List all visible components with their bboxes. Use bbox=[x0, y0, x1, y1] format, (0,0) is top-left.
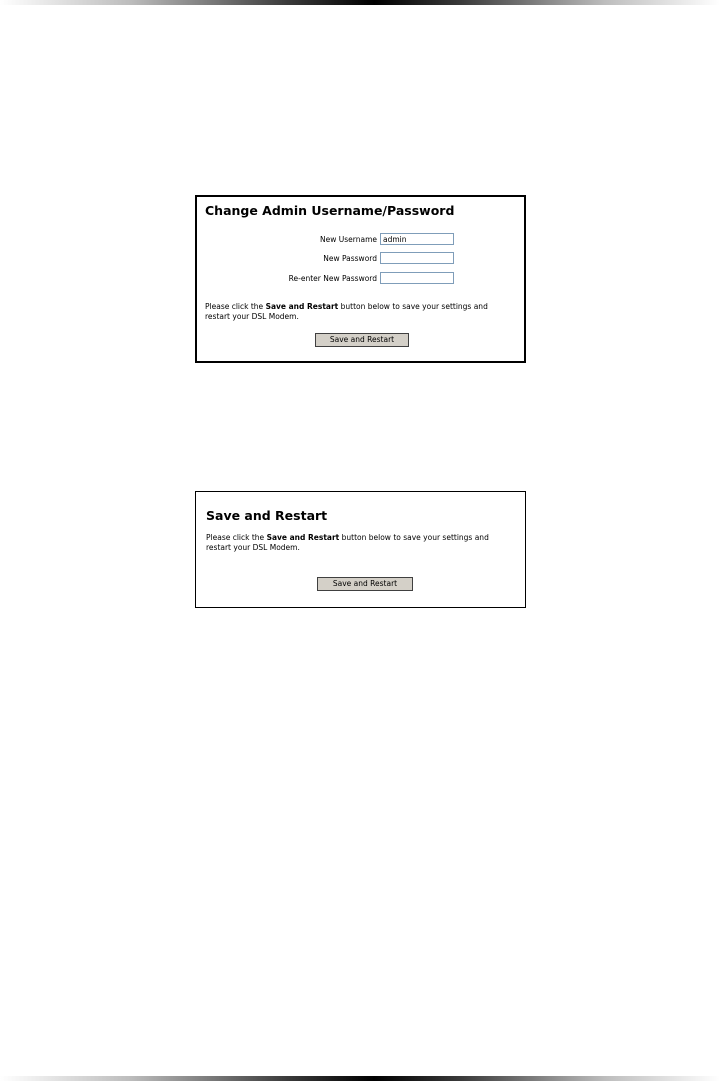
change-admin-title: Change Admin Username/Password bbox=[205, 203, 455, 218]
save-panel-instructions bbox=[206, 533, 489, 553]
new-username-input[interactable] bbox=[380, 233, 454, 245]
instructions-prefix: Please click the bbox=[205, 302, 266, 311]
new-password-label: New Password bbox=[323, 254, 377, 263]
instructions-bold: Save and Restart bbox=[265, 302, 339, 311]
instructions-bold: Save and Restart bbox=[266, 533, 340, 542]
reenter-password-row bbox=[197, 272, 524, 286]
new-password-input[interactable] bbox=[380, 252, 454, 264]
instructions-suffix: button below to save your settings and bbox=[338, 302, 488, 311]
new-username-row bbox=[197, 233, 524, 247]
new-password-row bbox=[197, 252, 524, 266]
instructions-suffix: button below to save your settings and bbox=[339, 533, 489, 542]
save-and-restart-button[interactable]: Save and Restart bbox=[317, 577, 413, 591]
save-and-restart-button[interactable]: Save and Restart bbox=[315, 333, 409, 347]
top-rule bbox=[0, 0, 720, 5]
instructions-line2: restart your DSL Modem. bbox=[206, 543, 300, 552]
reenter-password-label: Re-enter New Password bbox=[288, 274, 377, 283]
reenter-password-input[interactable] bbox=[380, 272, 454, 284]
instructions-prefix: Please click the bbox=[206, 533, 267, 542]
change-admin-panel bbox=[195, 195, 526, 363]
new-username-label: New Username bbox=[320, 235, 377, 244]
save-restart-title: Save and Restart bbox=[206, 508, 328, 523]
save-restart-panel bbox=[195, 491, 526, 608]
change-panel-instructions bbox=[205, 302, 488, 322]
bottom-rule bbox=[0, 1076, 720, 1081]
instructions-line2: restart your DSL Modem. bbox=[205, 312, 299, 321]
